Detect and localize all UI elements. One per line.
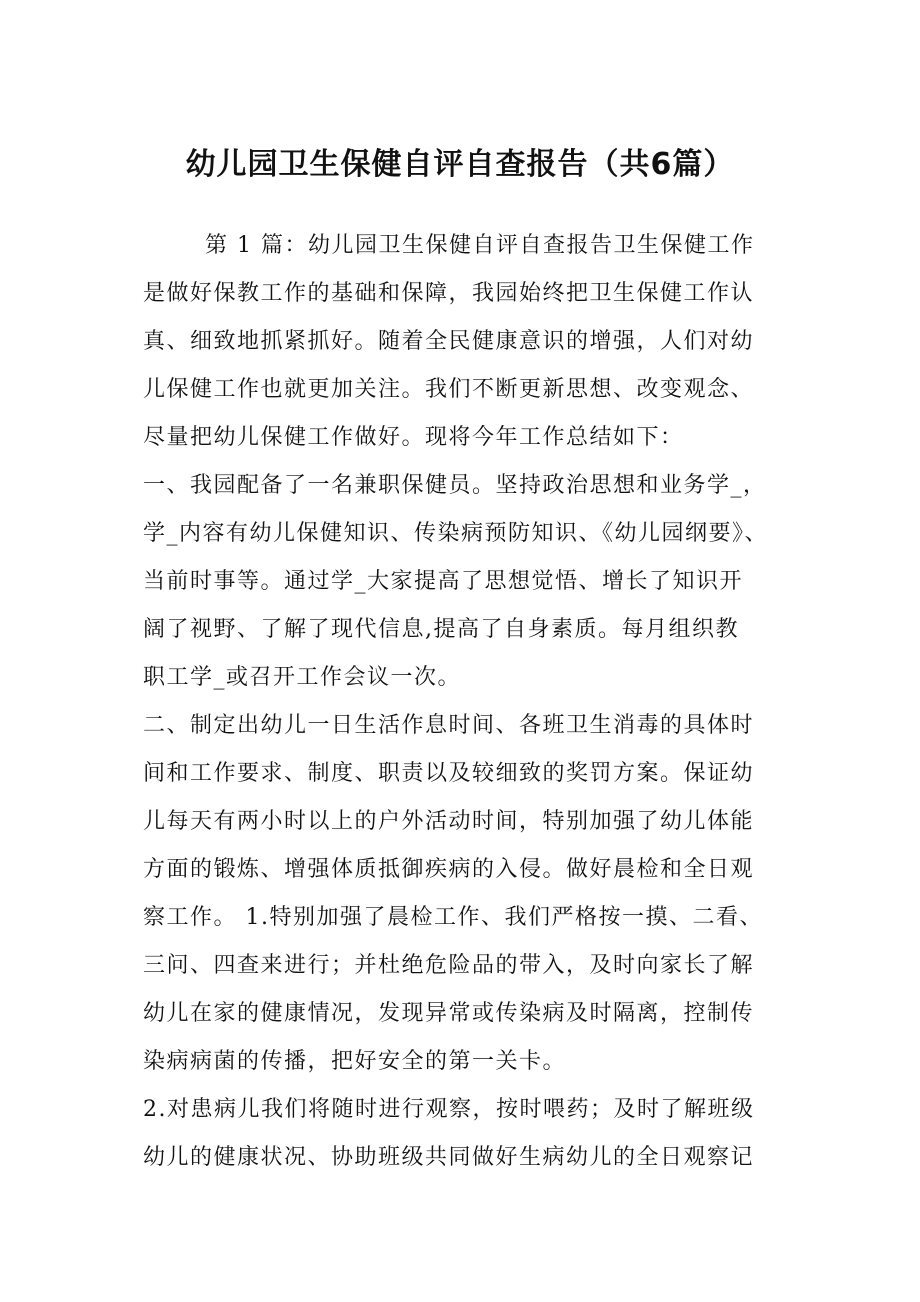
body-line: 职工学_或召开工作会议一次。 (143, 665, 462, 690)
body-line: 当前时事等。通过学_大家提高了思想觉悟、增长了知识开 (143, 569, 744, 594)
body-line: 幼儿在家的健康情况，发现异常或传染病及时隔离，控制传 (143, 1001, 755, 1026)
body-line: 儿每天有两小时以上的户外活动时间，特别加强了幼儿体能 (143, 809, 755, 834)
body-line: 尽量把幼儿保健工作做好。现将今年工作总结如下： (143, 425, 684, 450)
body-line: 阔了视野、了解了现代信息,提高了自身素质。每月组织教 (143, 617, 739, 642)
body-line: 2.对患病儿我们将随时进行观察，按时喂药；及时了解班级 (143, 1097, 755, 1122)
body-line: 察工作。 1.特别加强了晨检工作、我们严格按一摸、二看、 (143, 905, 763, 930)
document-body (143, 222, 803, 1182)
body-line: 儿保健工作也就更加关注。我们不断更新思想、改变观念、 (143, 377, 755, 402)
body-line: 染病病菌的传播，把好安全的第一关卡。 (143, 1049, 567, 1074)
body-line: 间和工作要求、制度、职责以及较细致的奖罚方案。保证幼 (143, 761, 755, 786)
body-line: 是做好保教工作的基础和保障，我园始终把卫生保健工作认 (143, 281, 755, 306)
document-title: 幼儿园卫生保健自评自查报告（共6篇） (185, 147, 735, 182)
body-line: 一、我园配备了一名兼职保健员。坚持政治思想和业务学_， (143, 473, 767, 498)
body-line: 幼儿的健康状况、协助班级共同做好生病幼儿的全日观察记 (143, 1145, 755, 1170)
body-line: 第 1 篇：幼儿园卫生保健自评自查报告卫生保健工作 (205, 233, 755, 258)
body-line: 学_内容有幼儿保健知识、传染病预防知识、《幼儿园纲要》、 (143, 521, 769, 546)
body-line: 方面的锻炼、增强体质抵御疾病的入侵。做好晨检和全日观 (143, 857, 755, 882)
body-line: 三问、四查来进行；并杜绝危险品的带入，及时向家长了解 (143, 953, 755, 978)
body-line: 真、细致地抓紧抓好。随着全民健康意识的增强，人们对幼 (143, 329, 755, 354)
body-line: 二、制定出幼儿一日生活作息时间、各班卫生消毒的具体时 (143, 713, 755, 738)
